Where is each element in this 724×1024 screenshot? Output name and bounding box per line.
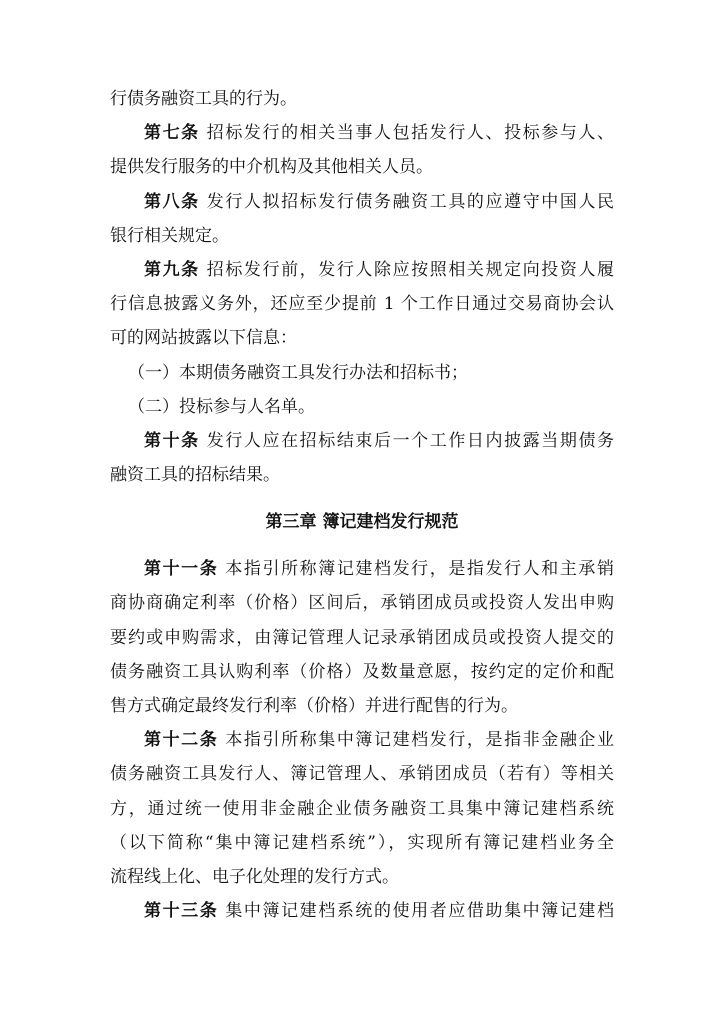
- article-text: 本指引所称集中簿记建档发行，是指非金融企业: [225, 730, 614, 751]
- text-line: 售方式确定最终发行利率（价格）并进行配售的行为。: [110, 696, 518, 716]
- article-text: 招标发行前，发行人除应按照相关规定向投资人履: [206, 259, 614, 280]
- document-page: [110, 82, 614, 928]
- article-text: 集中簿记建档系统的使用者应借助集中簿记建档: [225, 901, 614, 922]
- text-line: 方，通过统一使用非金融企业债务融资工具集中簿记建档系统: [110, 798, 614, 819]
- text-line: （以下简称“集中簿记建档系统”），实现所有簿记建档业务全: [110, 832, 614, 853]
- article-10: [110, 424, 614, 458]
- text-line: 债务融资工具认购利率（价格）及数量意愿，按约定的定价和配: [110, 661, 614, 682]
- text-line: 流程线上化、电子化处理的发行方式。: [110, 866, 399, 887]
- article-heading: 第八条: [144, 191, 200, 212]
- text-line: 提供发行服务的中介机构及其他相关人员。: [110, 157, 433, 178]
- article-9: [110, 253, 614, 287]
- article-7: [110, 116, 614, 150]
- article-11: [110, 552, 614, 586]
- article-text: 发行人拟招标发行债务融资工具的应遵守中国人民: [206, 191, 614, 212]
- text-line: 债务融资工具发行人、簿记管理人、承销团成员（若有）等相关: [110, 764, 614, 785]
- article-heading: 第七条: [144, 123, 200, 144]
- article-text: 本指引所称簿记建档发行，是指发行人和主承销: [225, 559, 614, 580]
- list-item: （二）投标参与人名单。: [128, 396, 315, 417]
- chapter-heading: 第三章 簿记建档发行规范: [265, 512, 459, 533]
- text-line: 可的网站披露以下信息：: [110, 328, 297, 349]
- article-text: 发行人应在招标结束后一个工作日内披露当期债务: [206, 430, 614, 451]
- article-heading: 第十一条: [144, 559, 219, 580]
- article-heading: 第十二条: [144, 730, 219, 751]
- text-line: 银行相关规定。: [110, 225, 229, 246]
- text-line: 融资工具的招标结果。: [110, 465, 280, 486]
- text-line: 要约或申购需求，由簿记管理人记录承销团成员或投资人提交的: [110, 627, 614, 648]
- article-13: [110, 894, 614, 928]
- text-line: 商协商确定利率（价格）区间后，承销团成员或投资人发出申购: [110, 593, 614, 614]
- article-heading: 第九条: [144, 259, 200, 280]
- article-8: [110, 185, 614, 219]
- article-heading: 第十条: [144, 430, 200, 451]
- list-item: （一）本期债务融资工具发行办法和招标书；: [128, 362, 468, 383]
- text-line: 行信息披露义务外，还应至少提前 1 个工作日通过交易商协会认: [110, 294, 614, 315]
- article-12: [110, 723, 614, 757]
- article-heading: 第十三条: [144, 901, 219, 922]
- text-line: 行债务融资工具的行为。: [110, 89, 297, 109]
- article-text: 招标发行的相关当事人包括发行人、投标参与人、: [206, 123, 614, 144]
